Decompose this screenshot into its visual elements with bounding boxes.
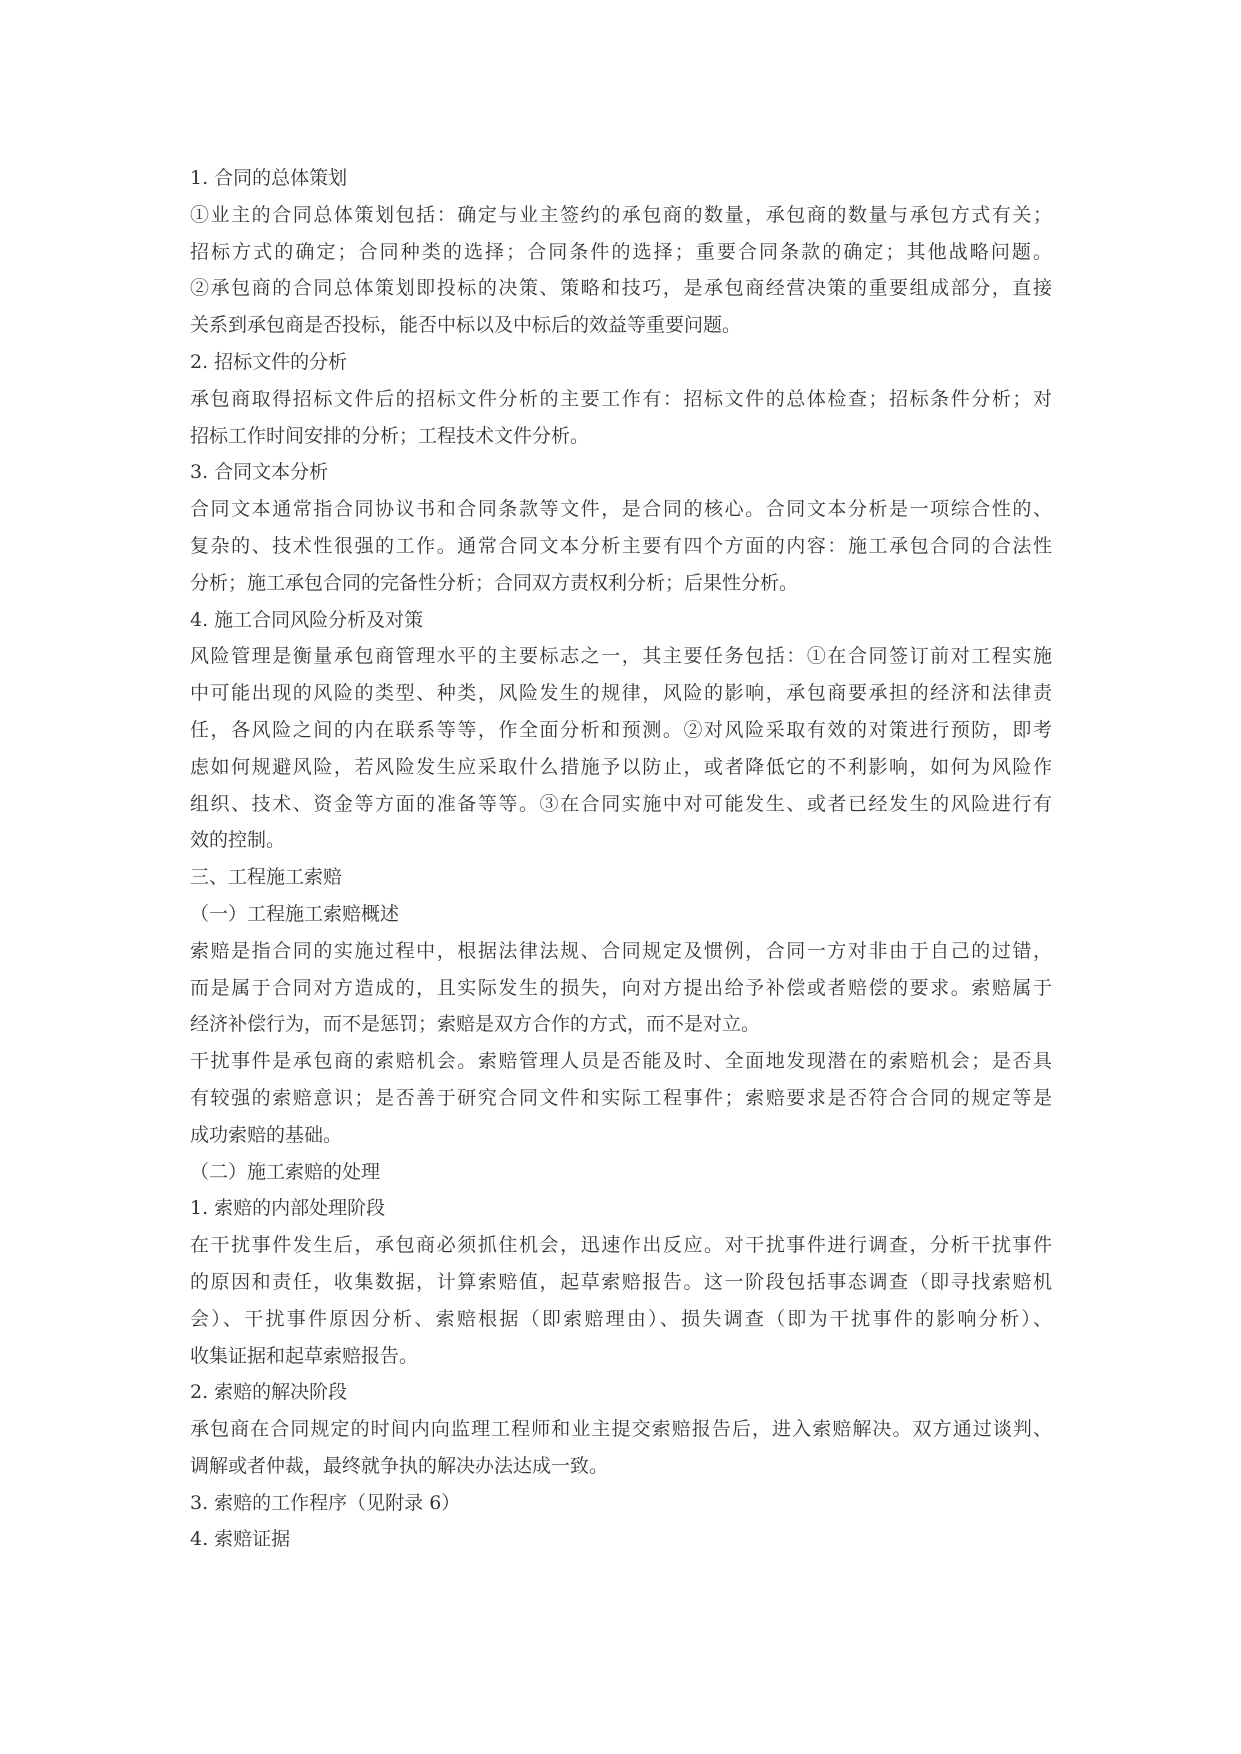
text-line: 风险管理是衡量承包商管理水平的主要标志之一，其主要任务包括：①在合同签订前对工程实施 (190, 645, 1052, 668)
text-line: 分析；施工承包合同的完备性分析；合同双方责权利分析；后果性分析。 (190, 571, 799, 594)
text-line: （二）施工索赔的处理 (190, 1160, 381, 1183)
text-line: 2. 索赔的解决阶段 (190, 1381, 348, 1404)
text-line: 招标方式的确定；合同种类的选择；合同条件的选择；重要合同条款的确定；其他战略问题。 (190, 240, 1052, 263)
text-line: 承包商取得招标文件后的招标文件分析的主要工作有：招标文件的总体检查；招标条件分析；对 (190, 387, 1052, 410)
text-line: 关系到承包商是否投标，能否中标以及中标后的效益等重要问题。 (190, 314, 742, 337)
text-line: 收集证据和起草索赔报告。 (190, 1344, 419, 1367)
text-line: 索赔是指合同的实施过程中，根据法律法规、合同规定及惯例，合同一方对非由于自己的过错， (190, 939, 1052, 962)
text-line: 3. 索赔的工作程序（见附录 6） (190, 1491, 461, 1514)
text-line: 经济补偿行为，而不是惩罚；索赔是双方合作的方式，而不是对立。 (190, 1013, 761, 1036)
text-line: 有较强的索赔意识；是否善于研究合同文件和实际工程事件；索赔要求是否符合合同的规定等是 (190, 1086, 1052, 1109)
text-line: 而是属于合同对方造成的，且实际发生的损失，向对方提出给予补偿或者赔偿的要求。索赔属于 (190, 976, 1052, 999)
text-line: 在干扰事件发生后，承包商必须抓住机会，迅速作出反应。对干扰事件进行调查，分析干扰事件 (190, 1234, 1052, 1257)
text-line: 虑如何规避风险，若风险发生应采取什么措施予以防止，或者降低它的不利影响，如何为风险作 (190, 755, 1052, 778)
text-line: ②承包商的合同总体策划即投标的决策、策略和技巧，是承包商经营决策的重要组成部分，直接 (190, 277, 1052, 300)
text-line: 2. 招标文件的分析 (190, 350, 348, 373)
text-line: 1. 合同的总体策划 (190, 167, 348, 189)
text-line: 承包商在合同规定的时间内向监理工程师和业主提交索赔报告后，进入索赔解决。双方通过谈判、 (190, 1418, 1052, 1441)
text-line: 调解或者仲裁，最终就争执的解决办法达成一致。 (190, 1454, 609, 1477)
text-line: 任，各风险之间的内在联系等等，作全面分析和预测。②对风险采取有效的对策进行预防，即考 (190, 718, 1052, 741)
text-line: 4. 索赔证据 (190, 1528, 291, 1551)
text-line: 合同文本通常指合同协议书和合同条款等文件，是合同的核心。合同文本分析是一项综合性的、 (190, 498, 1052, 521)
text-line: 成功索赔的基础。 (190, 1123, 343, 1146)
text-line: 4. 施工合同风险分析及对策 (190, 608, 424, 631)
text-line: 1. 索赔的内部处理阶段 (190, 1197, 386, 1220)
text-line: 组织、技术、资金等方面的准备等等。③在合同实施中对可能发生、或者已经发生的风险进行有 (190, 792, 1052, 815)
text-line: 的原因和责任，收集数据，计算索赔值，起草索赔报告。这一阶段包括事态调查（即寻找索赔机 (190, 1270, 1052, 1293)
text-line: ①业主的合同总体策划包括：确定与业主签约的承包商的数量，承包商的数量与承包方式有关； (190, 203, 1052, 226)
text-line: 干扰事件是承包商的索赔机会。索赔管理人员是否能及时、全面地发现潜在的索赔机会；是否具 (190, 1050, 1052, 1073)
text-line: 中可能出现的风险的类型、种类，风险发生的规律，风险的影响，承包商要承担的经济和法律责 (190, 682, 1052, 705)
text-line: 效的控制。 (190, 829, 286, 852)
text-line: 会）、干扰事件原因分析、索赔根据（即索赔理由）、损失调查（即为干扰事件的影响分析）、 (190, 1307, 1052, 1330)
text-line: 3. 合同文本分析 (190, 461, 329, 484)
text-line: 复杂的、技术性很强的工作。通常合同文本分析主要有四个方面的内容：施工承包合同的合法性 (190, 534, 1052, 557)
text-line: 招标工作时间安排的分析；工程技术文件分析。 (190, 424, 590, 447)
text-line: 三、工程施工索赔 (190, 866, 343, 889)
document-page (190, 160, 1052, 1558)
text-line: （一）工程施工索赔概述 (190, 902, 400, 925)
